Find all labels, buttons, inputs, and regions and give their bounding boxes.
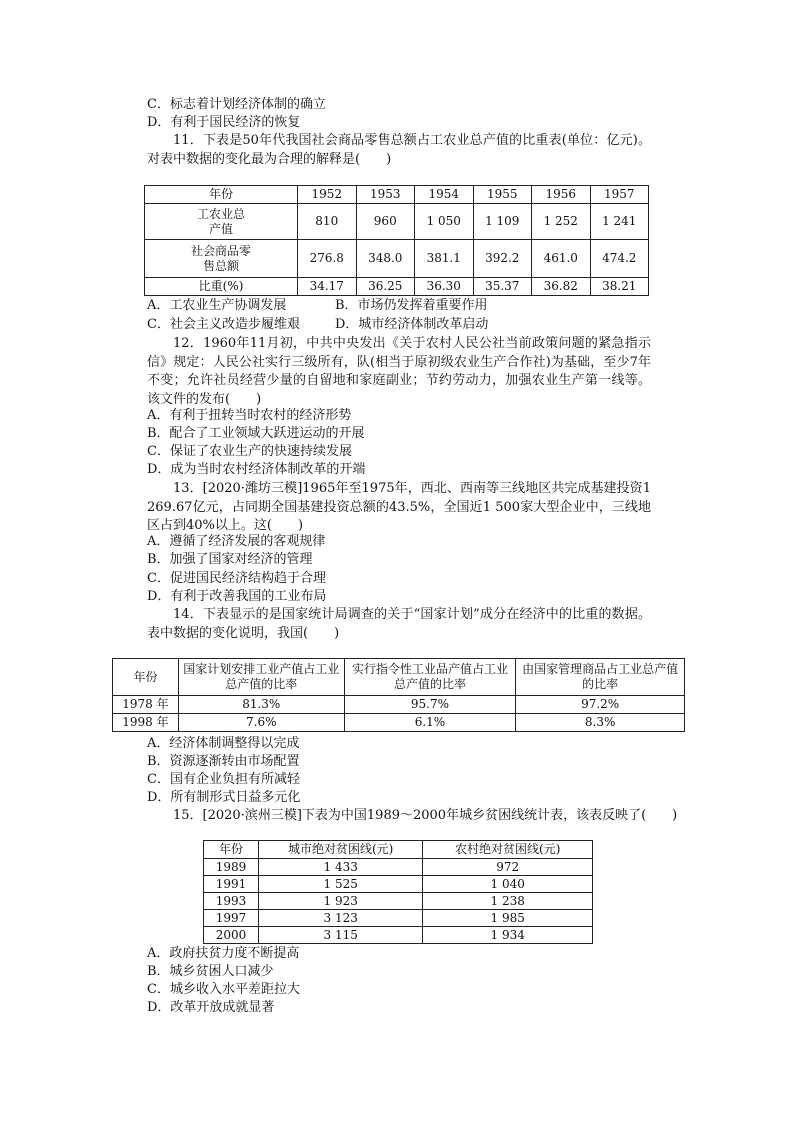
- row-label: 1997: [204, 910, 259, 927]
- q14-option-c: C．国有企业负担有所减轻: [147, 772, 300, 787]
- table-header-cell: 1953: [356, 186, 415, 204]
- table-row: [204, 859, 593, 876]
- table-row: [204, 893, 593, 910]
- table-row: [145, 278, 649, 296]
- table-header-cell: 1957: [590, 186, 649, 204]
- q14-stem: 14．下表显示的是国家统计局调查的关于“国家计划”成分在经济中的比重的数据。表中数据的变化说明，我国( ): [147, 607, 651, 641]
- q11-stem: 11．下表是50年代我国社会商品零售总额占工农业总产值的比重表(单位：亿元)。对表中数据的变化最为合理的解释是( ): [147, 133, 651, 167]
- table-cell: 34.17: [298, 278, 357, 296]
- table-cell: 972: [423, 859, 593, 876]
- q11-option-c: C．社会主义改造步履维艰: [147, 317, 300, 332]
- table-cell: 95.7%: [344, 696, 516, 714]
- q12-option-c: C．保证了农业生产的快速持续发展: [147, 444, 352, 459]
- row-label: 工农业总产值: [145, 204, 298, 240]
- table-row: [145, 204, 649, 240]
- table-header-cell: 1955: [473, 186, 532, 204]
- table-cell: 3 115: [258, 927, 423, 944]
- row-label: 1993: [204, 893, 259, 910]
- q11-option-a: A．工农业生产协调发展: [147, 298, 287, 313]
- table-row: [145, 240, 649, 278]
- table-row: [204, 876, 593, 893]
- q11-option-b: B．市场仍发挥着重要作用: [335, 298, 488, 313]
- table-cell: 8.3%: [516, 714, 685, 732]
- row-label: 1991: [204, 876, 259, 893]
- q12-option-b: B．配合了工业领域大跃进运动的开展: [147, 426, 365, 441]
- q15-table: [203, 840, 593, 944]
- table-cell: 1 985: [423, 910, 593, 927]
- table-cell: 810: [298, 204, 357, 240]
- q14-option-d: D．所有制形式日益多元化: [147, 790, 301, 805]
- row-label: 1989: [204, 859, 259, 876]
- table-header-cell: 国家计划安排工业产值占工业总产值的比率: [178, 659, 344, 696]
- q15-option-c: C．城乡收入水平差距拉大: [147, 982, 300, 997]
- table-cell: 348.0: [356, 240, 415, 278]
- q14-table: [112, 658, 685, 732]
- table-cell: 474.2: [590, 240, 649, 278]
- table-header-cell: 城市绝对贫困线(元): [258, 841, 423, 859]
- row-label: 2000: [204, 927, 259, 944]
- q15-option-a: A．政府扶贫力度不断提高: [147, 946, 300, 961]
- table-cell: 461.0: [532, 240, 591, 278]
- q13-option-d: D．有利于改善我国的工业布局: [147, 589, 327, 604]
- q13-option-c: C．促进国民经济结构趋于合理: [147, 571, 326, 586]
- table-cell: 1 241: [590, 204, 649, 240]
- table-cell: 392.2: [473, 240, 532, 278]
- table-header-cell: 1954: [415, 186, 474, 204]
- table-row: [204, 927, 593, 944]
- q14-option-a: A．经济体制调整得以完成: [147, 736, 300, 751]
- table-header-cell: 年份: [145, 186, 298, 204]
- table-header-row: [145, 186, 649, 204]
- table-cell: 36.30: [415, 278, 474, 296]
- q11-table: [144, 185, 649, 296]
- table-cell: 6.1%: [344, 714, 516, 732]
- table-cell: 36.25: [356, 278, 415, 296]
- table-cell: 1 923: [258, 893, 423, 910]
- table-cell: 1 238: [423, 893, 593, 910]
- q12-option-a: A．有利于扭转当时农村的经济形势: [147, 408, 352, 423]
- q10-option-d: D．有利于国民经济的恢复: [147, 115, 301, 130]
- table-cell: 1 109: [473, 204, 532, 240]
- table-cell: 97.2%: [516, 696, 685, 714]
- table-cell: 1 252: [532, 204, 591, 240]
- table-header-cell: 年份: [113, 659, 179, 696]
- table-cell: 3 123: [258, 910, 423, 927]
- table-header-cell: 由国家管理商品占工业总产值的比率: [516, 659, 685, 696]
- table-cell: 1 525: [258, 876, 423, 893]
- q11-option-d: D．城市经济体制改革启动: [335, 317, 489, 332]
- table-cell: 1 050: [415, 204, 474, 240]
- table-cell: 38.21: [590, 278, 649, 296]
- table-row: [113, 696, 685, 714]
- table-row: [204, 910, 593, 927]
- row-label: 比重(%): [145, 278, 298, 296]
- q13-stem: 13．[2020·潍坊三模]1965年至1975年，西北、西南等三线地区共完成基建投资1 269.67亿元，占同期全国基建投资总额的43.5%，全国近1 500家大型企业中，三线地区占到40%以上。这( ): [147, 481, 651, 533]
- table-cell: 81.3%: [178, 696, 344, 714]
- row-label: 1998 年: [113, 714, 179, 732]
- table-cell: 381.1: [415, 240, 474, 278]
- table-header-cell: 农村绝对贫困线(元): [423, 841, 593, 859]
- q13-option-b: B．加强了国家对经济的管理: [147, 552, 313, 567]
- q15-stem: 15．[2020·滨州三模]下表为中国1989～2000年城乡贫困线统计表，该表反映了( ): [173, 808, 678, 823]
- q10-option-c: C．标志着计划经济体制的确立: [147, 97, 326, 112]
- table-header-cell: 实行指令性工业品产值占工业总产值的比率: [344, 659, 516, 696]
- q12-option-d: D．成为当时农村经济体制改革的开端: [147, 462, 366, 477]
- table-header-cell: 1956: [532, 186, 591, 204]
- table-cell: 7.6%: [178, 714, 344, 732]
- table-cell: 1 040: [423, 876, 593, 893]
- table-cell: 960: [356, 204, 415, 240]
- q12-stem: 12．1960年11月初，中共中央发出《关于农村人民公社当前政策问题的紧急指示信》规定：人民公社实行三级所有，队(相当于原初级农业生产合作社)为基础，至少7年不变；允许社员经营少量的自留地和家庭副业；节约劳动力，加强农业生产第一线等。该文件的发布( ): [147, 336, 651, 407]
- table-cell: 276.8: [298, 240, 357, 278]
- q14-option-b: B．资源逐渐转由市场配置: [147, 754, 300, 769]
- table-cell: 36.82: [532, 278, 591, 296]
- row-label: 社会商品零售总额: [145, 240, 298, 278]
- q15-option-b: B．城乡贫困人口减少: [147, 964, 274, 979]
- table-header-row: [113, 659, 685, 696]
- table-cell: 1 934: [423, 927, 593, 944]
- row-label: 1978 年: [113, 696, 179, 714]
- table-header-cell: 年份: [204, 841, 259, 859]
- table-cell: 1 433: [258, 859, 423, 876]
- table-cell: 35.37: [473, 278, 532, 296]
- table-row: [113, 714, 685, 732]
- q13-option-a: A．遵循了经济发展的客观规律: [147, 534, 326, 549]
- q15-option-d: D．改革开放成就显著: [147, 1000, 275, 1015]
- table-header-cell: 1952: [298, 186, 357, 204]
- table-header-row: [204, 841, 593, 859]
